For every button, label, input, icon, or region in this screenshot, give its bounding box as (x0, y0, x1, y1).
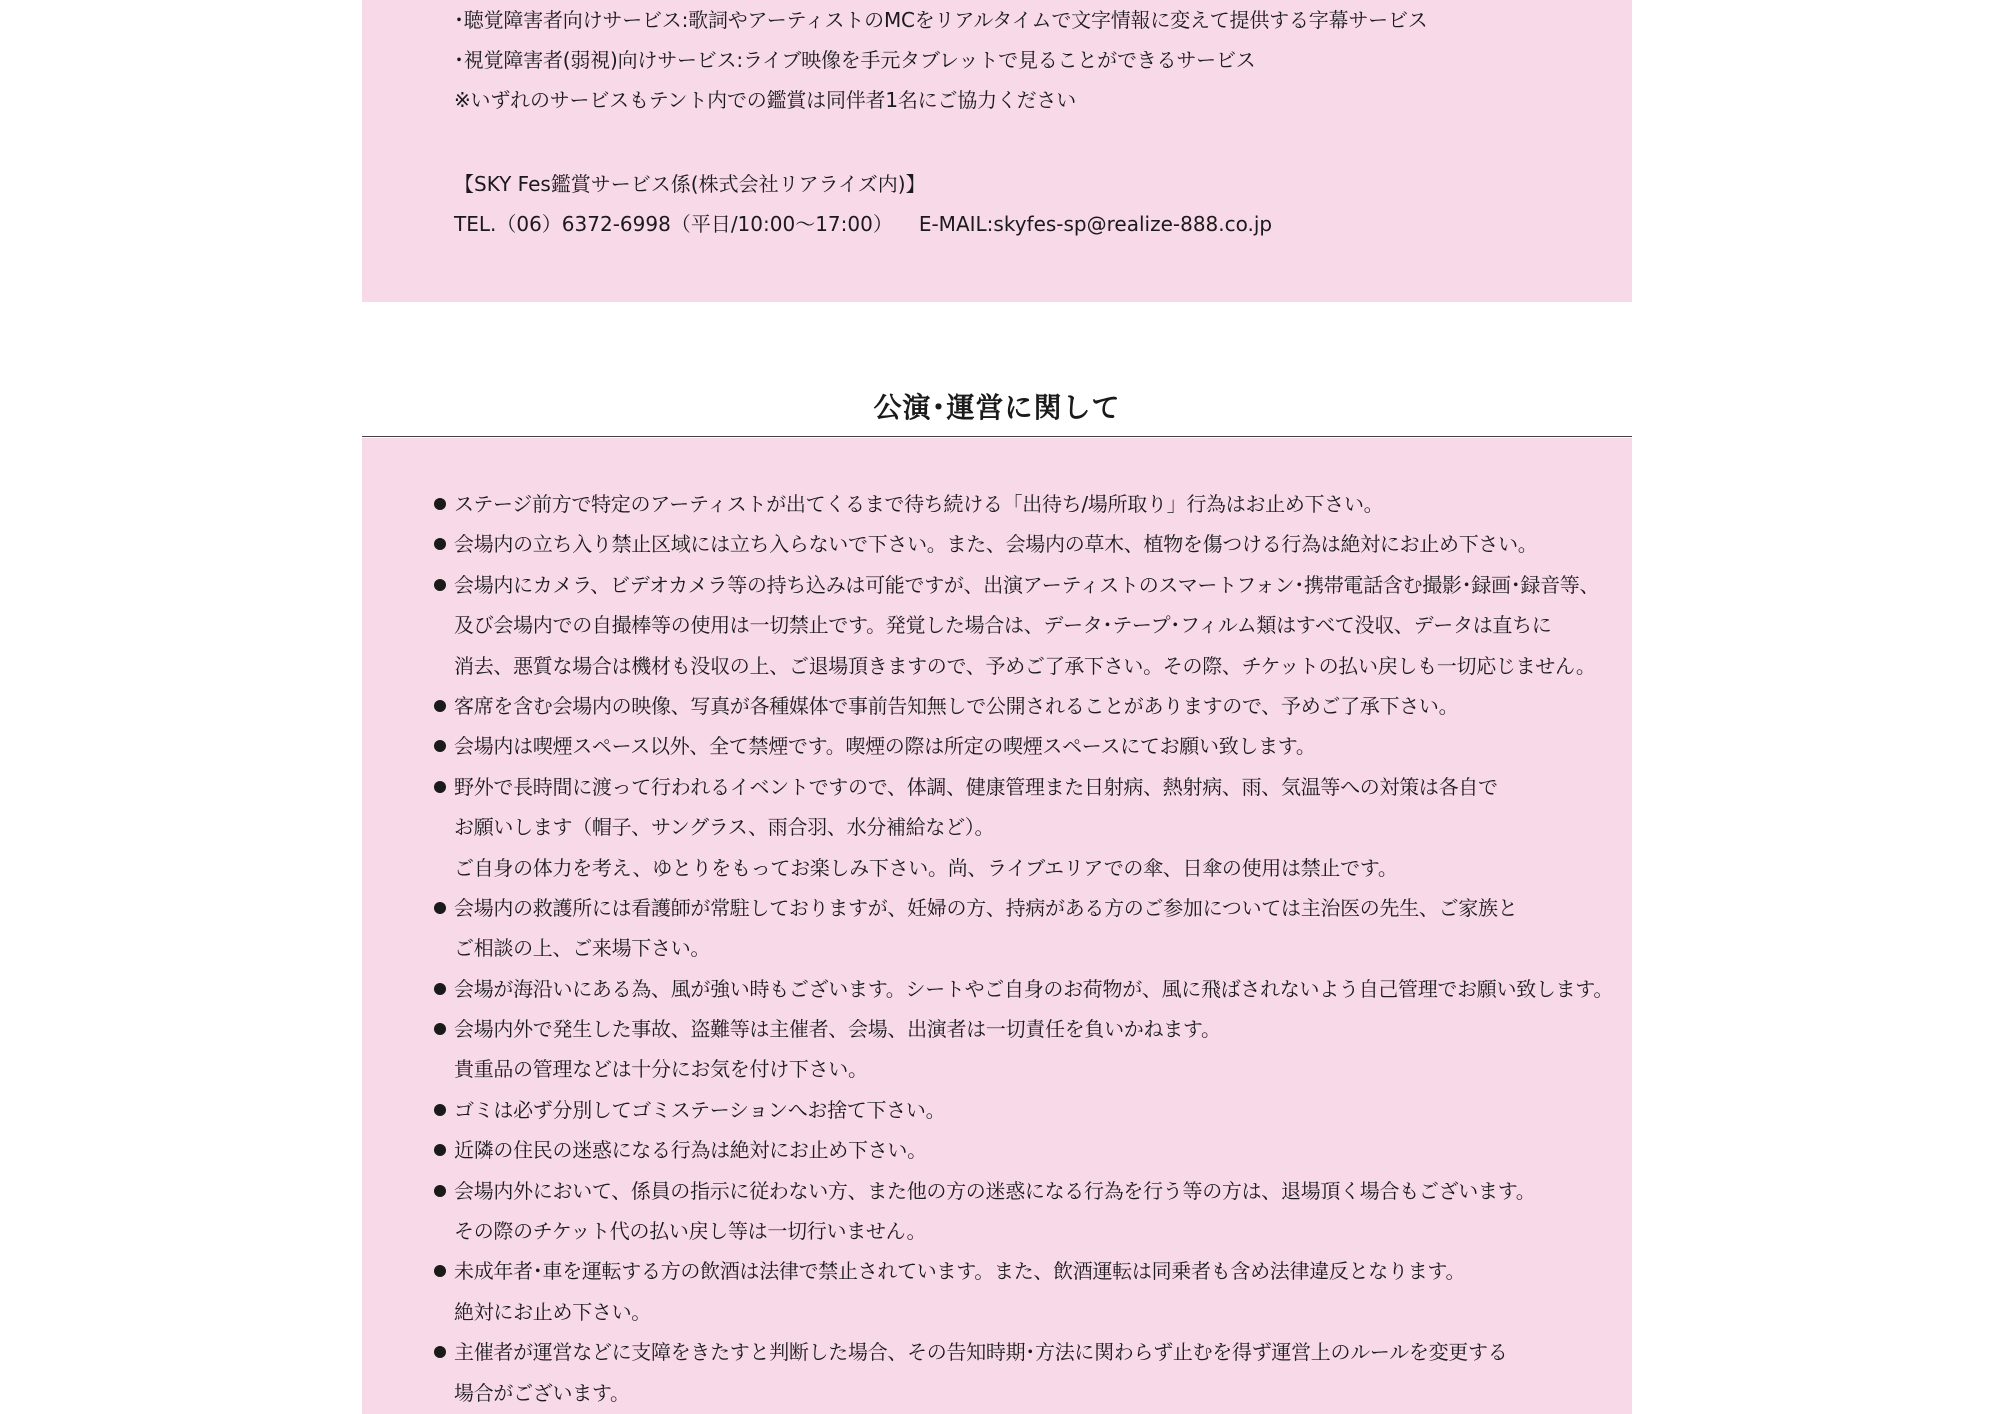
bullet-icon (434, 538, 446, 550)
rule-text-line: 未成年者･車を運転する方の飲酒は法律で禁止されています。また、飲酒運転は同乗者も含め法律違反となります。 (454, 1259, 1466, 1284)
rule-item (434, 1130, 1613, 1170)
accessibility-service-list (454, 0, 1428, 120)
rule-text-line: 貴重品の管理などは十分にお気を付け下さい。 (454, 1057, 868, 1082)
rule-text-line: 会場が海沿いにある為、風が強い時もございます。シートやご自身のお荷物が、風に飛ばされないよう自己管理でお願い致します。 (454, 976, 1614, 1001)
service-note: ※いずれのサービスもテント内での鑑賞は同伴者1名にご協力ください (454, 88, 1077, 112)
rule-item (434, 1009, 1613, 1090)
rule-text-line: ステージ前方で特定のアーティストが出てくるまで待ち続ける「出待ち/場所取り」行為はお止め下さい。 (454, 492, 1384, 516)
rule-text-line: ご相談の上、ご来場下さい。 (454, 936, 711, 961)
rule-text-line: 会場内の立ち入り禁止区域には立ち入らないで下さい。また、会場内の草木、植物を傷つける行為は絶対にお止め下さい。 (454, 532, 1538, 557)
rule-text-line: 客席を含む会場内の映像、写真が各種媒体で事前告知無しで公開されることがありますので、予めご了承下さい。 (454, 693, 1459, 718)
bullet-icon (434, 579, 446, 591)
rules-panel (362, 438, 1632, 1414)
rule-text-line: その際のチケット代の払い戻し等は一切行いません。 (454, 1219, 927, 1244)
rule-text-line: 及び会場内での自撮棒等の使用は一切禁止です。発覚した場合は、データ･テープ･フィルム類はすべて没収、データは直ちに (454, 613, 1552, 638)
accessibility-services-panel (362, 0, 1632, 302)
rule-text-line: 主催者が運営などに支障をきたすと判断した場合、その告知時期･方法に関わらず止むを得ず運営上のルールを変更する (454, 1340, 1508, 1365)
bullet-icon (434, 781, 446, 793)
rule-item (434, 969, 1613, 1009)
rule-text-line: 会場内外で発生した事故、盗難等は主催者、会場、出演者は一切責任を負いかねます。 (454, 1017, 1221, 1042)
rule-item (434, 1090, 1613, 1130)
rule-text-line: 絶対にお止め下さい。 (454, 1299, 651, 1324)
bullet-icon (434, 700, 446, 712)
rule-text-line: 近隣の住民の迷惑になる行為は絶対にお止め下さい。 (454, 1138, 927, 1163)
rule-text-line: 場合がございます。 (454, 1380, 630, 1405)
bullet-icon (434, 902, 446, 914)
bullet-icon (434, 983, 446, 995)
service-line-vision: ･視覚障害者(弱視)向けサービス:ライブ映像を手元タブレットで見ることができるサービス (454, 48, 1256, 72)
rule-text-line: 野外で長時間に渡って行われるイベントですので、体調、健康管理また日射病、熱射病、雨、気温等への対策は各自で (454, 774, 1498, 799)
rule-item (434, 686, 1613, 726)
rule-text-line: 会場内外において、係員の指示に従わない方、また他の方の迷惑になる行為を行う等の方は、退場頂く場合もございます。 (454, 1178, 1536, 1203)
bullet-icon (434, 1144, 446, 1156)
rules-list (434, 484, 1613, 1413)
contact-title: 【SKY Fes鑑賞サービス係(株式会社リアライズ内)】 (454, 172, 926, 196)
rule-text-line: ゴミは必ず分別してゴミステーションへお捨て下さい。 (454, 1097, 946, 1122)
rule-item (434, 524, 1613, 564)
rule-item (434, 1332, 1613, 1413)
contact-email[interactable]: E-MAIL:skyfes-sp@realize-888.co.jp (918, 212, 1273, 236)
rule-text-line: 会場内は喫煙スペース以外、全て禁煙です。喫煙の際は所定の喫煙スペースにてお願い致します。 (454, 734, 1316, 759)
bullet-icon (434, 1023, 446, 1035)
rule-item (434, 1251, 1613, 1332)
rule-text-line: ご自身の体力を考え、ゆとりをもってお楽しみ下さい。尚、ライブエリアでの傘、日傘の使用は禁止です。 (454, 855, 1398, 880)
rule-text-line: 消去、悪質な場合は機材も没収の上、ご退場頂きますので、予めご了承下さい。その際、チケットの払い戻しも一切応じません。 (454, 653, 1596, 678)
rule-item (434, 1171, 1613, 1252)
bullet-icon (434, 1185, 446, 1197)
contact-tel: TEL.（06）6372-6998（平日/10:00～17:00） (454, 212, 893, 236)
bullet-icon (434, 498, 446, 510)
rule-item (434, 484, 1613, 524)
section-title: 公演･運営に関して (873, 391, 1121, 424)
rule-text-line: お願いします（帽子、サングラス、雨合羽、水分補給など）。 (454, 815, 995, 840)
contact-line (454, 204, 1298, 244)
rule-item (434, 565, 1613, 686)
bullet-icon (434, 1346, 446, 1358)
rule-text-line: 会場内にカメラ、ビデオカメラ等の持ち込みは可能ですが、出演アーティストのスマートフォン･携帯電話含む撮影･録画･録音等、 (454, 572, 1600, 597)
service-line-hearing: ･聴覚障害者向けサービス:歌詞やアーティストのMCをリアルタイムで文字情報に変えて提供する字幕サービス (454, 8, 1428, 32)
rule-text-line: 会場内の救護所には看護師が常駐しておりますが、妊婦の方、持病がある方のご参加については主治医の先生、ご家族と (454, 895, 1518, 920)
bullet-icon (434, 1104, 446, 1116)
contact-block (454, 164, 1298, 244)
rule-item (434, 767, 1613, 888)
rule-item (434, 726, 1613, 766)
bullet-icon (434, 1265, 446, 1277)
bullet-icon (434, 740, 446, 752)
rule-item (434, 888, 1613, 969)
section-divider (362, 436, 1632, 437)
